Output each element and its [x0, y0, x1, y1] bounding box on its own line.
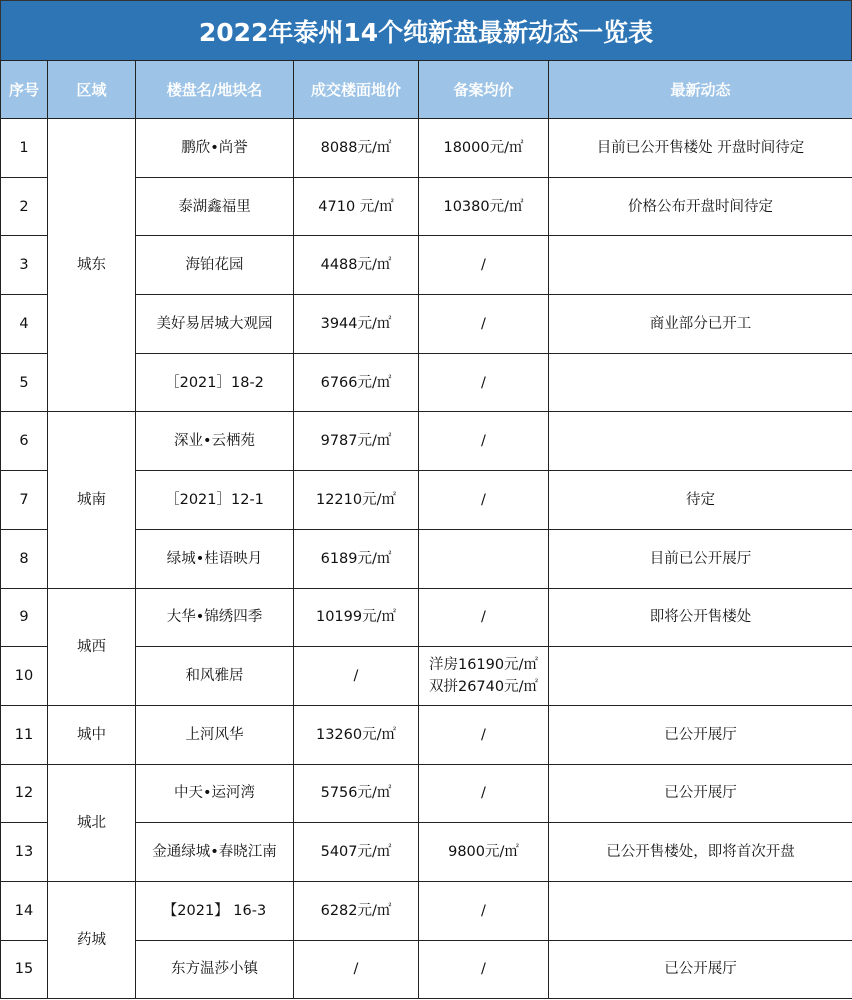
- project-name: 深业•云栖苑: [136, 412, 294, 471]
- column-header: 成交楼面地价: [294, 61, 419, 119]
- row-number: 4: [1, 295, 48, 354]
- region-cell: 城西: [48, 588, 136, 705]
- row-number: 14: [1, 881, 48, 940]
- record-price: /: [419, 471, 549, 530]
- land-price: 5756元/㎡: [294, 764, 419, 823]
- column-header: 楼盘名/地块名: [136, 61, 294, 119]
- project-name: 中天•运河湾: [136, 764, 294, 823]
- latest-news: [549, 881, 852, 940]
- row-number: 5: [1, 353, 48, 412]
- record-price: [419, 647, 549, 706]
- latest-news: 即将公开售楼处: [549, 588, 852, 647]
- land-price: 12210元/㎡: [294, 471, 419, 530]
- record-price: /: [419, 353, 549, 412]
- row-number: 11: [1, 705, 48, 764]
- project-name: 金通绿城•春晓江南: [136, 823, 294, 882]
- row-number: 12: [1, 764, 48, 823]
- record-price: /: [419, 940, 549, 999]
- record-price: 10380元/㎡: [419, 177, 549, 236]
- table-row: [1, 119, 852, 178]
- table-row: [1, 881, 852, 940]
- latest-news: 价格公布开盘时间待定: [549, 177, 852, 236]
- latest-news: 商业部分已开工: [549, 295, 852, 354]
- land-price: 10199元/㎡: [294, 588, 419, 647]
- latest-news: 已公开售楼处，即将首次开盘: [549, 823, 852, 882]
- table-row: [1, 764, 852, 823]
- land-price: 6189元/㎡: [294, 529, 419, 588]
- project-name: 大华•锦绣四季: [136, 588, 294, 647]
- latest-news: 已公开展厅: [549, 940, 852, 999]
- region-cell: 城东: [48, 119, 136, 412]
- land-price: 4488元/㎡: [294, 236, 419, 295]
- land-price: 4710 元/㎡: [294, 177, 419, 236]
- region-cell: 城北: [48, 764, 136, 881]
- latest-news: 目前已公开售楼处 开盘时间待定: [549, 119, 852, 178]
- row-number: 8: [1, 529, 48, 588]
- region-cell: 药城: [48, 881, 136, 998]
- land-price: 6766元/㎡: [294, 353, 419, 412]
- project-name: 上河风华: [136, 705, 294, 764]
- table-title: 2022年泰州14个纯新盘最新动态一览表: [0, 0, 852, 60]
- row-number: 2: [1, 177, 48, 236]
- project-name: 绿城•桂语映月: [136, 529, 294, 588]
- column-header: 区域: [48, 61, 136, 119]
- project-name: 海铂花园: [136, 236, 294, 295]
- project-name: 鹏欣•尚誉: [136, 119, 294, 178]
- record-price: /: [419, 295, 549, 354]
- project-name: 泰湖鑫福里: [136, 177, 294, 236]
- land-price: 8088元/㎡: [294, 119, 419, 178]
- column-header: 备案均价: [419, 61, 549, 119]
- record-price: /: [419, 705, 549, 764]
- project-name: ［2021］12-1: [136, 471, 294, 530]
- row-number: 7: [1, 471, 48, 530]
- project-name: ［2021］18-2: [136, 353, 294, 412]
- row-number: 1: [1, 119, 48, 178]
- record-price: /: [419, 881, 549, 940]
- latest-news: 已公开展厅: [549, 764, 852, 823]
- row-number: 10: [1, 647, 48, 706]
- latest-news: [549, 412, 852, 471]
- column-header: 最新动态: [549, 61, 852, 119]
- record-price: [419, 529, 549, 588]
- row-number: 3: [1, 236, 48, 295]
- latest-news: [549, 236, 852, 295]
- row-number: 13: [1, 823, 48, 882]
- region-cell: 城南: [48, 412, 136, 588]
- column-header: 序号: [1, 61, 48, 119]
- land-price: /: [294, 940, 419, 999]
- land-price: 13260元/㎡: [294, 705, 419, 764]
- project-name: 美好易居城大观园: [136, 295, 294, 354]
- project-name: 【2021】 16-3: [136, 881, 294, 940]
- record-price: 18000元/㎡: [419, 119, 549, 178]
- land-price: 5407元/㎡: [294, 823, 419, 882]
- land-price: /: [294, 647, 419, 706]
- land-price: 6282元/㎡: [294, 881, 419, 940]
- latest-news: 待定: [549, 471, 852, 530]
- record-price: 9800元/㎡: [419, 823, 549, 882]
- land-price: 3944元/㎡: [294, 295, 419, 354]
- row-number: 9: [1, 588, 48, 647]
- record-price-line: 双拼26740元/㎡: [428, 679, 538, 696]
- latest-news: [549, 647, 852, 706]
- table-row: [1, 412, 852, 471]
- land-price: 9787元/㎡: [294, 412, 419, 471]
- latest-news: 目前已公开展厅: [549, 529, 852, 588]
- region-cell: 城中: [48, 705, 136, 764]
- record-price: /: [419, 764, 549, 823]
- latest-news: [549, 353, 852, 412]
- table-row: [1, 705, 852, 764]
- project-name: 东方温莎小镇: [136, 940, 294, 999]
- record-price: /: [419, 588, 549, 647]
- record-price-line: 洋房16190元/㎡: [428, 657, 538, 674]
- record-price: /: [419, 236, 549, 295]
- project-name: 和风雅居: [136, 647, 294, 706]
- record-price: /: [419, 412, 549, 471]
- row-number: 6: [1, 412, 48, 471]
- projects-table: [0, 60, 852, 999]
- latest-news: 已公开展厅: [549, 705, 852, 764]
- row-number: 15: [1, 940, 48, 999]
- table-row: [1, 588, 852, 647]
